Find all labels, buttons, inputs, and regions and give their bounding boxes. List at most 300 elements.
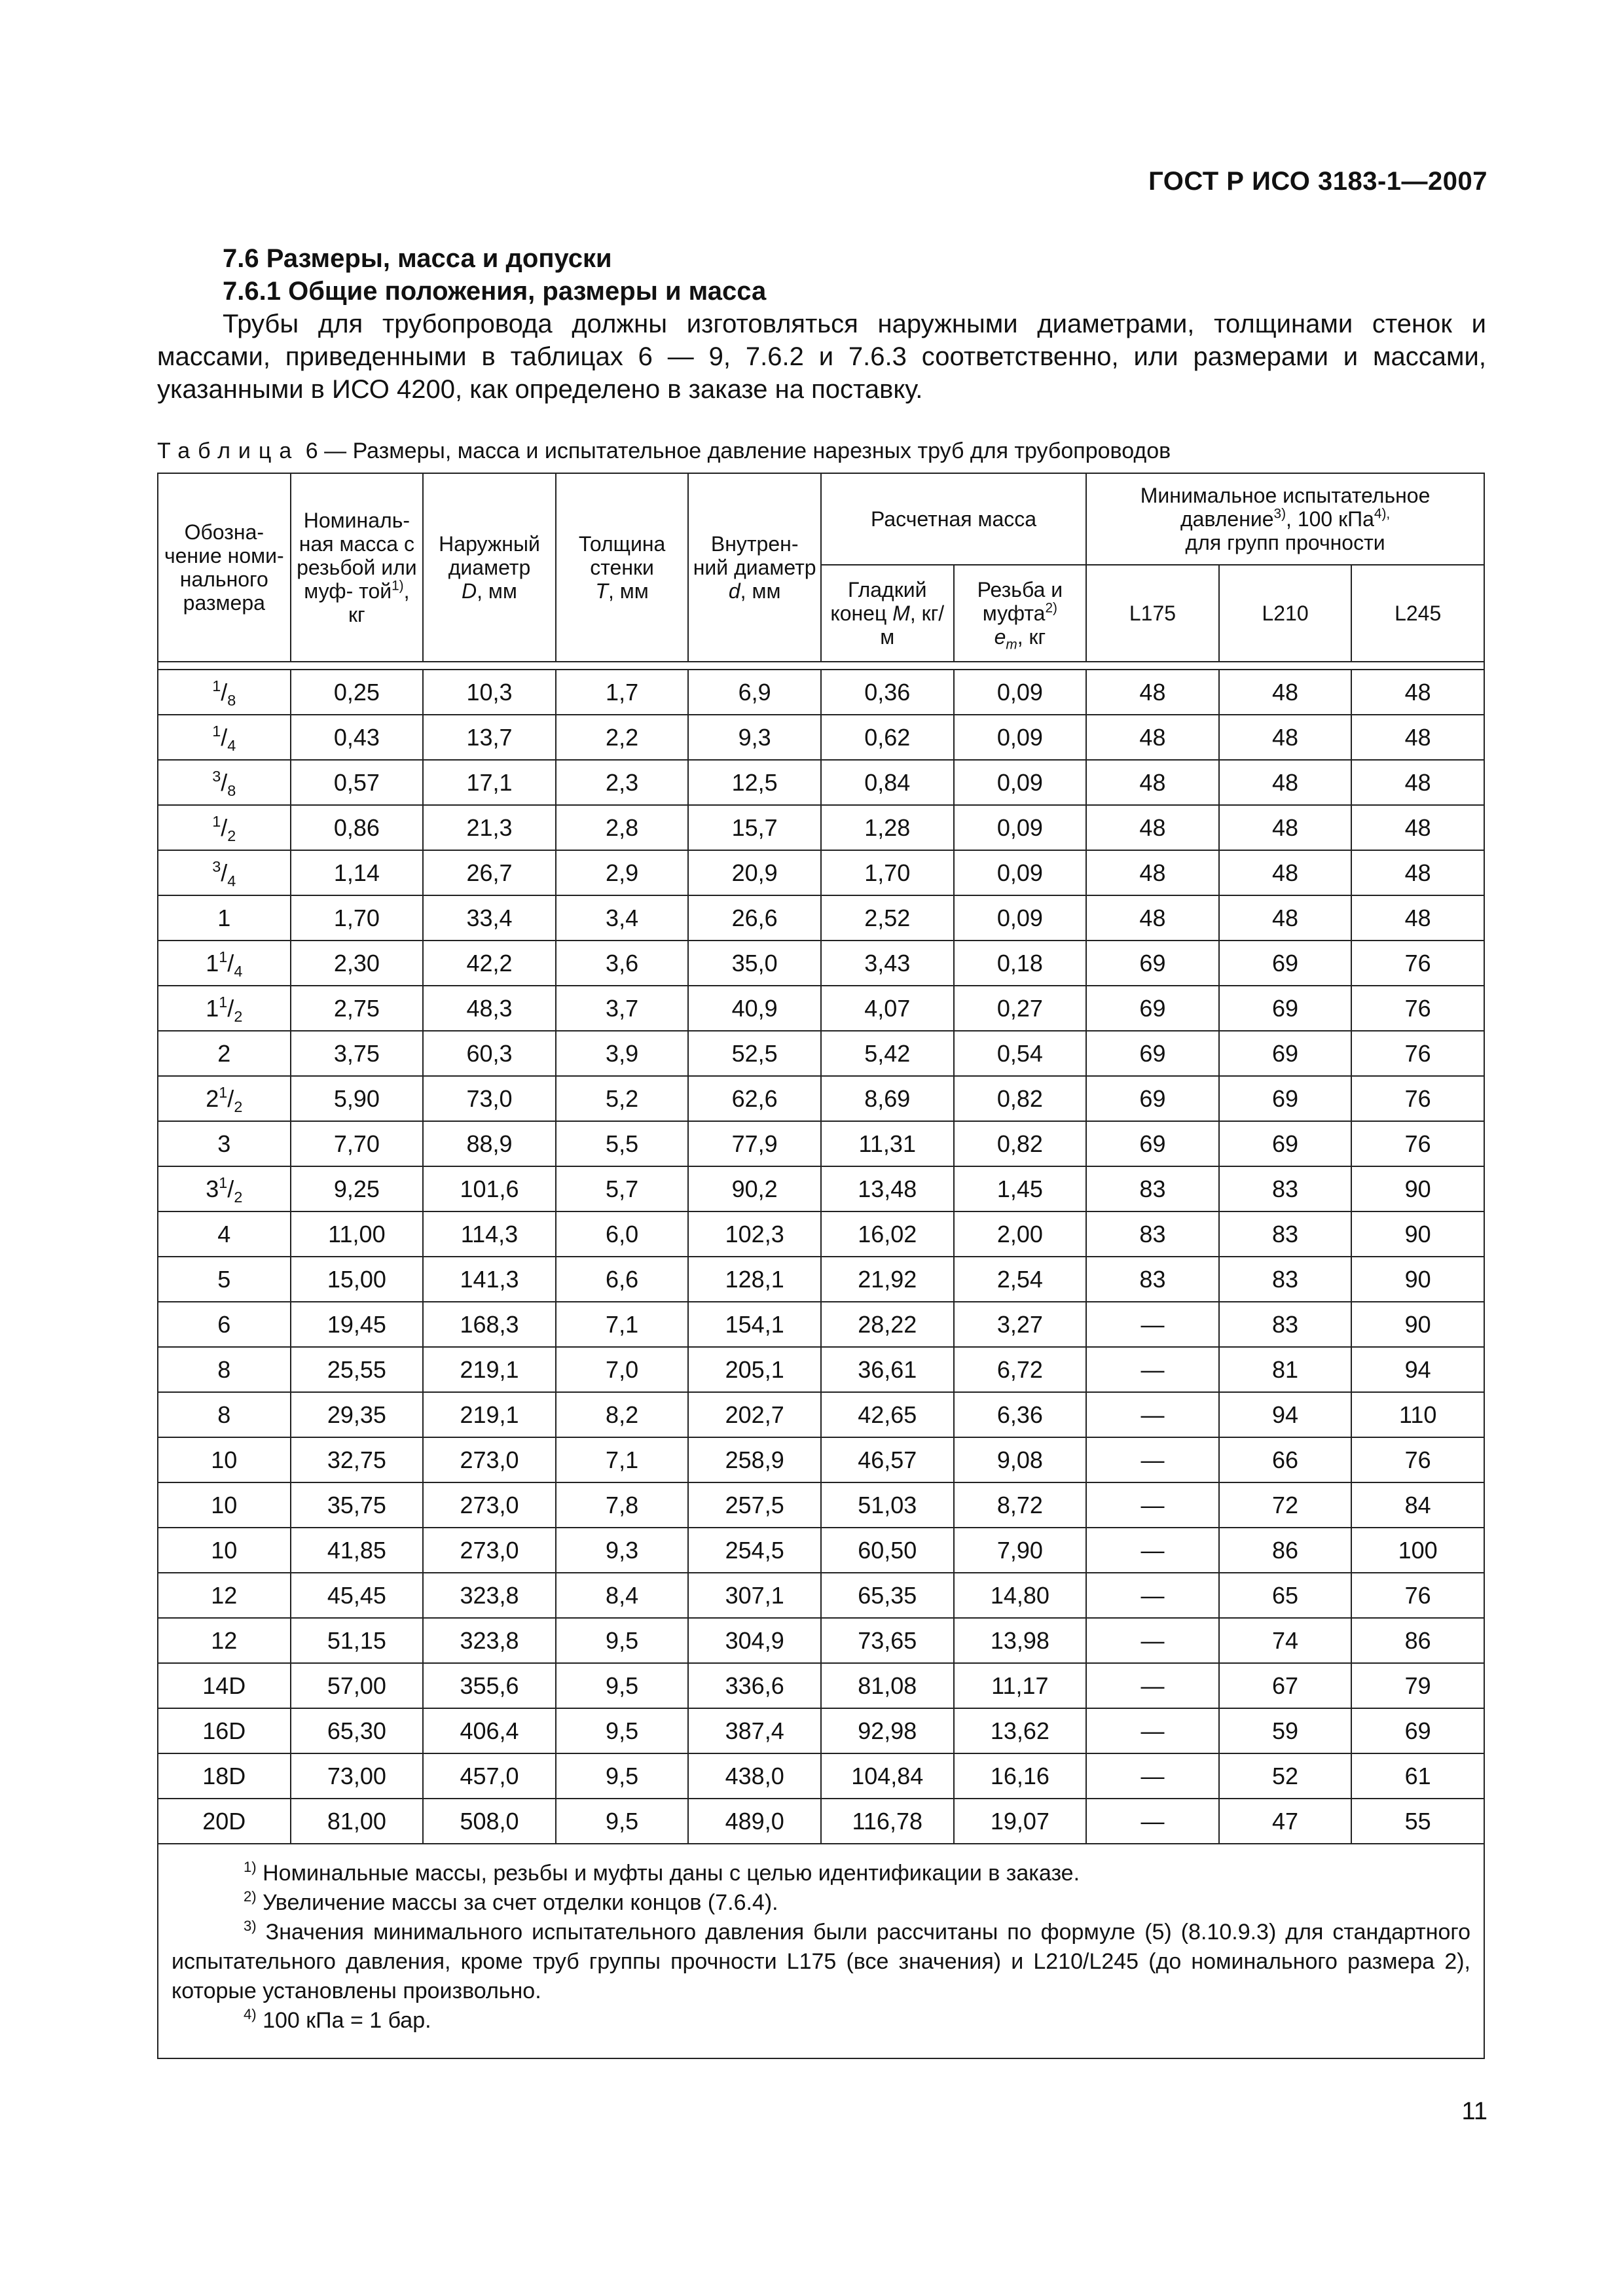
table-cell: 6,6 — [556, 1257, 689, 1302]
table-cell: 0,54 — [954, 1031, 1087, 1076]
table-cell: 13,7 — [423, 715, 556, 760]
table-row — [158, 1392, 1484, 1437]
table-cell: 2,54 — [954, 1257, 1087, 1302]
table-row — [158, 1528, 1484, 1573]
cell-nominal-size: 20D — [158, 1799, 291, 1844]
table-cell: 5,2 — [556, 1076, 689, 1121]
cell-nominal-size: 1 — [158, 895, 291, 941]
header-nominal-mass: Номиналь- ная масса с резьбой или муф- той$^{1)}$, кг — [291, 473, 424, 662]
table-cell: 41,85 — [291, 1528, 424, 1573]
table-cell: 16,02 — [821, 1211, 954, 1257]
table-cell: 6,36 — [954, 1392, 1087, 1437]
table-cell: 3,6 — [556, 941, 689, 986]
table-cell: 29,35 — [291, 1392, 424, 1437]
table-cell: 48 — [1219, 760, 1352, 805]
table-cell: 92,98 — [821, 1708, 954, 1753]
table-caption — [157, 437, 1486, 465]
table-cell: 2,9 — [556, 850, 689, 895]
table-cell: 0,82 — [954, 1121, 1087, 1166]
table-cell: 35,0 — [688, 941, 821, 986]
table-cell: 69 — [1086, 1121, 1219, 1166]
table-cell: 1,45 — [954, 1166, 1087, 1211]
table-cell: 60,50 — [821, 1528, 954, 1573]
table-cell: 205,1 — [688, 1347, 821, 1392]
table-cell: 45,45 — [291, 1573, 424, 1618]
table-cell: 219,1 — [423, 1392, 556, 1437]
cell-nominal-size: $^1/_2$ — [158, 805, 291, 850]
table-cell: 88,9 — [423, 1121, 556, 1166]
table-cell: 76 — [1351, 986, 1484, 1031]
table-cell: 36,61 — [821, 1347, 954, 1392]
table-cell: 57,00 — [291, 1663, 424, 1708]
table-cell: 3,4 — [556, 895, 689, 941]
table-cell: 7,8 — [556, 1482, 689, 1528]
table-cell: 73,00 — [291, 1753, 424, 1799]
table-cell: 48 — [1219, 895, 1352, 941]
table-cell: 48 — [1086, 715, 1219, 760]
table-cell: 3,75 — [291, 1031, 424, 1076]
table-cell: 86 — [1351, 1618, 1484, 1663]
table-cell: 0,62 — [821, 715, 954, 760]
cell-nominal-size: 8 — [158, 1347, 291, 1392]
cell-nominal-size: 4 — [158, 1211, 291, 1257]
table-cell: 489,0 — [688, 1799, 821, 1844]
cell-nominal-size: 8 — [158, 1392, 291, 1437]
table-body — [158, 662, 1484, 1844]
table-cell: 13,62 — [954, 1708, 1087, 1753]
table-cell: 0,09 — [954, 670, 1087, 715]
table-cell: 7,1 — [556, 1437, 689, 1482]
table-cell: 3,27 — [954, 1302, 1087, 1347]
table-cell: 273,0 — [423, 1437, 556, 1482]
table-cell: 101,6 — [423, 1166, 556, 1211]
table-row — [158, 1302, 1484, 1347]
table-header — [158, 473, 1484, 662]
table-cell: 3,7 — [556, 986, 689, 1031]
cell-nominal-size: 10 — [158, 1437, 291, 1482]
table-cell: 0,43 — [291, 715, 424, 760]
table-cell: 4,07 — [821, 986, 954, 1031]
cell-nominal-size: 12 — [158, 1573, 291, 1618]
table-row — [158, 850, 1484, 895]
table-cell: 202,7 — [688, 1392, 821, 1437]
table-row — [158, 1121, 1484, 1166]
header-plain-end-mass: Гладкий конец M, кг/м — [821, 565, 954, 662]
table-cell: 104,84 — [821, 1753, 954, 1799]
cell-nominal-size: 6 — [158, 1302, 291, 1347]
table-cell: 258,9 — [688, 1437, 821, 1482]
table-cell: 9,25 — [291, 1166, 424, 1211]
table-cell: 84 — [1351, 1482, 1484, 1528]
cell-nominal-size: 5 — [158, 1257, 291, 1302]
table-cell: 0,18 — [954, 941, 1087, 986]
table-row — [158, 1347, 1484, 1392]
table-cell: 5,5 — [556, 1121, 689, 1166]
table-cell: 11,00 — [291, 1211, 424, 1257]
table-cell: 100 — [1351, 1528, 1484, 1573]
table-cell: 90 — [1351, 1166, 1484, 1211]
table-cell: 0,82 — [954, 1076, 1087, 1121]
document-header: ГОСТ Р ИСО 3183-1—2007 — [1148, 167, 1487, 196]
table-row — [158, 1031, 1484, 1076]
table-cell: 6,9 — [688, 670, 821, 715]
table-cell: 83 — [1219, 1166, 1352, 1211]
table-cell: 7,1 — [556, 1302, 689, 1347]
table-cell: 51,03 — [821, 1482, 954, 1528]
table-cell: 76 — [1351, 941, 1484, 986]
table-row — [158, 1573, 1484, 1618]
table-cell: 0,09 — [954, 760, 1087, 805]
table-row — [158, 760, 1484, 805]
table-cell: — — [1086, 1618, 1219, 1663]
table-cell: 83 — [1086, 1257, 1219, 1302]
table-cell: 0,57 — [291, 760, 424, 805]
table-cell: 1,28 — [821, 805, 954, 850]
table-cell: 128,1 — [688, 1257, 821, 1302]
table-cell: 48 — [1086, 895, 1219, 941]
table-cell: 33,4 — [423, 895, 556, 941]
header-grade-l175: L175 — [1086, 565, 1219, 662]
table-cell: 17,1 — [423, 760, 556, 805]
table-cell: 69 — [1086, 1076, 1219, 1121]
table-cell: 55 — [1351, 1799, 1484, 1844]
table-cell: 9,3 — [688, 715, 821, 760]
table-row — [158, 895, 1484, 941]
table-cell: 1,14 — [291, 850, 424, 895]
table-cell: 94 — [1351, 1347, 1484, 1392]
table-cell: 26,6 — [688, 895, 821, 941]
table-cell: 48 — [1351, 715, 1484, 760]
table-cell: 5,7 — [556, 1166, 689, 1211]
table-cell: — — [1086, 1753, 1219, 1799]
table-cell: 60,3 — [423, 1031, 556, 1076]
table-cell: 69 — [1351, 1708, 1484, 1753]
table-cell: 52 — [1219, 1753, 1352, 1799]
table-cell: 48 — [1351, 850, 1484, 895]
table-cell: 35,75 — [291, 1482, 424, 1528]
table-cell: 304,9 — [688, 1618, 821, 1663]
table-cell: 15,00 — [291, 1257, 424, 1302]
table-cell: — — [1086, 1482, 1219, 1528]
table-cell: 61 — [1351, 1753, 1484, 1799]
table-cell: 48 — [1219, 715, 1352, 760]
table-cell: 76 — [1351, 1031, 1484, 1076]
table-cell: 62,6 — [688, 1076, 821, 1121]
table-cell: 11,31 — [821, 1121, 954, 1166]
table-cell: 508,0 — [423, 1799, 556, 1844]
header-outer-diameter: Наружный диаметр D, мм — [423, 473, 556, 662]
table-cell: 59 — [1219, 1708, 1352, 1753]
cell-nominal-size: 18D — [158, 1753, 291, 1799]
table-cell: 69 — [1086, 986, 1219, 1031]
table-cell: 48 — [1086, 760, 1219, 805]
table-cell: 69 — [1219, 986, 1352, 1031]
table-cell: 9,5 — [556, 1799, 689, 1844]
table-cell: 76 — [1351, 1573, 1484, 1618]
table-cell: 21,3 — [423, 805, 556, 850]
table-cell: 12,5 — [688, 760, 821, 805]
table-cell: 47 — [1219, 1799, 1352, 1844]
table-cell: 0,27 — [954, 986, 1087, 1031]
footnote: $^{3)}$ Значения минимального испытательного давления были рассчитаны по формуле (5) (8.10.9.3) для стандартного испытательного давления, кроме труб группы прочности L175 (все значения) и L210/L245 (до номинального размера 2), которые установлены произвольно. — [172, 1917, 1470, 2003]
table-cell: 8,69 — [821, 1076, 954, 1121]
table-cell: 1,70 — [821, 850, 954, 895]
table-cell: 48 — [1086, 850, 1219, 895]
table-cell: 168,3 — [423, 1302, 556, 1347]
cell-nominal-size: $3^1/_2$ — [158, 1166, 291, 1211]
table-cell: 25,55 — [291, 1347, 424, 1392]
table-caption-text: 6 — Размеры, масса и испытательное давление нарезных труб для трубопроводов — [305, 439, 1171, 463]
table-cell: — — [1086, 1347, 1219, 1392]
table-row — [158, 1753, 1484, 1799]
table-cell: 32,75 — [291, 1437, 424, 1482]
section-title: 7.6 Размеры, масса и допуски — [223, 244, 612, 273]
table-cell: 3,43 — [821, 941, 954, 986]
table-cell: 9,08 — [954, 1437, 1087, 1482]
table-cell: 90 — [1351, 1211, 1484, 1257]
table-row — [158, 670, 1484, 715]
table-cell: 19,45 — [291, 1302, 424, 1347]
table-cell: 406,4 — [423, 1708, 556, 1753]
table-cell: 65 — [1219, 1573, 1352, 1618]
table-cell: 67 — [1219, 1663, 1352, 1708]
table-cell: 273,0 — [423, 1528, 556, 1573]
table-cell: 0,84 — [821, 760, 954, 805]
table-cell: 83 — [1086, 1166, 1219, 1211]
table-cell: 0,09 — [954, 805, 1087, 850]
table-cell: 438,0 — [688, 1753, 821, 1799]
table-cell: — — [1086, 1573, 1219, 1618]
table-cell: 66 — [1219, 1437, 1352, 1482]
table-cell: 16,16 — [954, 1753, 1087, 1799]
table-cell: 5,42 — [821, 1031, 954, 1076]
table-cell: 219,1 — [423, 1347, 556, 1392]
table-cell: 83 — [1219, 1257, 1352, 1302]
table-row — [158, 986, 1484, 1031]
table-cell: 48 — [1351, 895, 1484, 941]
table-cell: 28,22 — [821, 1302, 954, 1347]
table-cell: 26,7 — [423, 850, 556, 895]
table-cell: 6,72 — [954, 1347, 1087, 1392]
table-caption-label: Таблица — [157, 439, 300, 463]
table-cell: 273,0 — [423, 1482, 556, 1528]
table-cell: 110 — [1351, 1392, 1484, 1437]
table-row — [158, 1211, 1484, 1257]
table-cell: 14,80 — [954, 1573, 1087, 1618]
table-cell: — — [1086, 1392, 1219, 1437]
table-cell: 69 — [1219, 1121, 1352, 1166]
table-cell: 48,3 — [423, 986, 556, 1031]
table-row — [158, 1708, 1484, 1753]
table-cell: 46,57 — [821, 1437, 954, 1482]
table-cell: 2,2 — [556, 715, 689, 760]
table-cell: — — [1086, 1663, 1219, 1708]
header-nominal-size: Обозна- чение номи- нального размера — [158, 473, 291, 662]
table-cell: 48 — [1351, 805, 1484, 850]
table-cell: 21,92 — [821, 1257, 954, 1302]
table-cell: 40,9 — [688, 986, 821, 1031]
table-row — [158, 1618, 1484, 1663]
table-cell: — — [1086, 1528, 1219, 1573]
table-row — [158, 1437, 1484, 1482]
table-cell: 90,2 — [688, 1166, 821, 1211]
table-cell: 1,7 — [556, 670, 689, 715]
table-cell: 65,30 — [291, 1708, 424, 1753]
page-number: 11 — [1461, 2098, 1487, 2125]
table-cell: 42,65 — [821, 1392, 954, 1437]
table-footnotes — [158, 1844, 1484, 2058]
table-cell: 13,48 — [821, 1166, 954, 1211]
table-cell: 48 — [1086, 805, 1219, 850]
table-cell: 69 — [1219, 941, 1352, 986]
table-cell: 2,3 — [556, 760, 689, 805]
table-row — [158, 1076, 1484, 1121]
table-row — [158, 1482, 1484, 1528]
cell-nominal-size: $1^1/_2$ — [158, 986, 291, 1031]
table-cell: 76 — [1351, 1437, 1484, 1482]
table-row — [158, 1257, 1484, 1302]
table-cell: 3,9 — [556, 1031, 689, 1076]
table-row — [158, 715, 1484, 760]
cell-nominal-size: $^3/_4$ — [158, 850, 291, 895]
table-cell: — — [1086, 1799, 1219, 1844]
table-cell: 2,75 — [291, 986, 424, 1031]
table-cell: 74 — [1219, 1618, 1352, 1663]
table-cell: 15,7 — [688, 805, 821, 850]
table-cell: 0,25 — [291, 670, 424, 715]
header-grade-l245: L245 — [1351, 565, 1484, 662]
header-wall-thickness: Толщина стенки T, мм — [556, 473, 689, 662]
table-cell: 81,00 — [291, 1799, 424, 1844]
cell-nominal-size: $^1/_8$ — [158, 670, 291, 715]
cell-nominal-size: 14D — [158, 1663, 291, 1708]
table-cell: 77,9 — [688, 1121, 821, 1166]
table-cell: 2,52 — [821, 895, 954, 941]
table-cell: 48 — [1351, 670, 1484, 715]
table-cell: 9,3 — [556, 1528, 689, 1573]
table-cell: 0,86 — [291, 805, 424, 850]
table-cell: 94 — [1219, 1392, 1352, 1437]
table-cell: 48 — [1219, 850, 1352, 895]
header-separator-row — [158, 662, 1484, 670]
table-cell: 9,5 — [556, 1618, 689, 1663]
table-cell: 13,98 — [954, 1618, 1087, 1663]
table-cell: 2,30 — [291, 941, 424, 986]
header-inner-diameter: Внутрен- ний диаметр d, мм — [688, 473, 821, 662]
table-cell: 69 — [1219, 1076, 1352, 1121]
table-cell: 52,5 — [688, 1031, 821, 1076]
cell-nominal-size: 12 — [158, 1618, 291, 1663]
table-cell: 102,3 — [688, 1211, 821, 1257]
table-cell: 116,78 — [821, 1799, 954, 1844]
table-cell: 20,9 — [688, 850, 821, 895]
table-cell: 2,00 — [954, 1211, 1087, 1257]
table-cell: 79 — [1351, 1663, 1484, 1708]
table-cell: 83 — [1219, 1302, 1352, 1347]
table-cell: 48 — [1219, 670, 1352, 715]
table-cell: 65,35 — [821, 1573, 954, 1618]
page-content — [157, 242, 1486, 2059]
header-calculated-mass: Расчетная масса — [821, 473, 1086, 565]
table-cell: 72 — [1219, 1482, 1352, 1528]
cell-nominal-size: 16D — [158, 1708, 291, 1753]
table-cell: 11,17 — [954, 1663, 1087, 1708]
table-cell: 51,15 — [291, 1618, 424, 1663]
table-cell: 9,5 — [556, 1708, 689, 1753]
table-cell: 8,2 — [556, 1392, 689, 1437]
table-cell: — — [1086, 1437, 1219, 1482]
cell-nominal-size: 10 — [158, 1528, 291, 1573]
table-cell: 0,09 — [954, 850, 1087, 895]
table-cell: 1,70 — [291, 895, 424, 941]
table-cell: 8,72 — [954, 1482, 1087, 1528]
table-cell: 9,5 — [556, 1753, 689, 1799]
table-cell: 254,5 — [688, 1528, 821, 1573]
table-cell: 81 — [1219, 1347, 1352, 1392]
cell-nominal-size: 3 — [158, 1121, 291, 1166]
table-cell: 2,8 — [556, 805, 689, 850]
pipe-dimensions-table — [157, 473, 1485, 2059]
table-cell: 10,3 — [423, 670, 556, 715]
table-cell: 86 — [1219, 1528, 1352, 1573]
table-cell: 76 — [1351, 1121, 1484, 1166]
table-cell: 457,0 — [423, 1753, 556, 1799]
table-cell: 0,09 — [954, 895, 1087, 941]
cell-nominal-size: $^3/_8$ — [158, 760, 291, 805]
table-cell: 323,8 — [423, 1573, 556, 1618]
table-cell: 90 — [1351, 1257, 1484, 1302]
table-row — [158, 1166, 1484, 1211]
table-cell: 7,0 — [556, 1347, 689, 1392]
header-thread-coupling-mass: Резьба и муфта$^{2)}$ $e_m$, кг — [954, 565, 1087, 662]
table-cell: 7,90 — [954, 1528, 1087, 1573]
table-cell: 90 — [1351, 1302, 1484, 1347]
footnotes-cell — [158, 1844, 1484, 2058]
table-cell: — — [1086, 1302, 1219, 1347]
table-cell: 42,2 — [423, 941, 556, 986]
table-cell: 69 — [1086, 1031, 1219, 1076]
footnote: $^{2)}$ Увеличение массы за счет отделки концов (7.6.4). — [244, 1888, 778, 1915]
table-cell: 323,8 — [423, 1618, 556, 1663]
table-cell: 8,4 — [556, 1573, 689, 1618]
cell-nominal-size: $^1/_4$ — [158, 715, 291, 760]
table-cell: 257,5 — [688, 1482, 821, 1528]
table-cell: 336,6 — [688, 1663, 821, 1708]
table-cell: 307,1 — [688, 1573, 821, 1618]
table-cell: 73,65 — [821, 1618, 954, 1663]
intro-paragraph: Трубы для трубопровода должны изготовляться наружными диаметрами, толщинами стенок и массами, приведенными в таблицах 6 — 9, 7.6.2 и 7.6.3 соответственно, или размерами и массами, указанными в ИСО 4200, как определено в заказе на поставку. — [157, 310, 1486, 404]
footnote: $^{4)}$ 100 кПа = 1 бар. — [244, 2005, 431, 2033]
table-cell: 48 — [1086, 670, 1219, 715]
table-row — [158, 805, 1484, 850]
table-row — [158, 941, 1484, 986]
table-cell: 0,09 — [954, 715, 1087, 760]
table-cell: 6,0 — [556, 1211, 689, 1257]
table-cell: — — [1086, 1708, 1219, 1753]
table-cell: 154,1 — [688, 1302, 821, 1347]
table-cell: 0,36 — [821, 670, 954, 715]
header-grade-l210: L210 — [1219, 565, 1352, 662]
footnote: $^{1)}$ Номинальные массы, резьбы и муфты даны с целью идентификации в заказе. — [244, 1858, 1080, 1886]
table-cell: 19,07 — [954, 1799, 1087, 1844]
subsection-title: 7.6.1 Общие положения, размеры и масса — [223, 277, 767, 306]
cell-nominal-size: $2^1/_2$ — [158, 1076, 291, 1121]
table-cell: 9,5 — [556, 1663, 689, 1708]
cell-nominal-size: $1^1/_4$ — [158, 941, 291, 986]
table-cell: 69 — [1086, 941, 1219, 986]
table-cell: 69 — [1219, 1031, 1352, 1076]
table-cell: 355,6 — [423, 1663, 556, 1708]
